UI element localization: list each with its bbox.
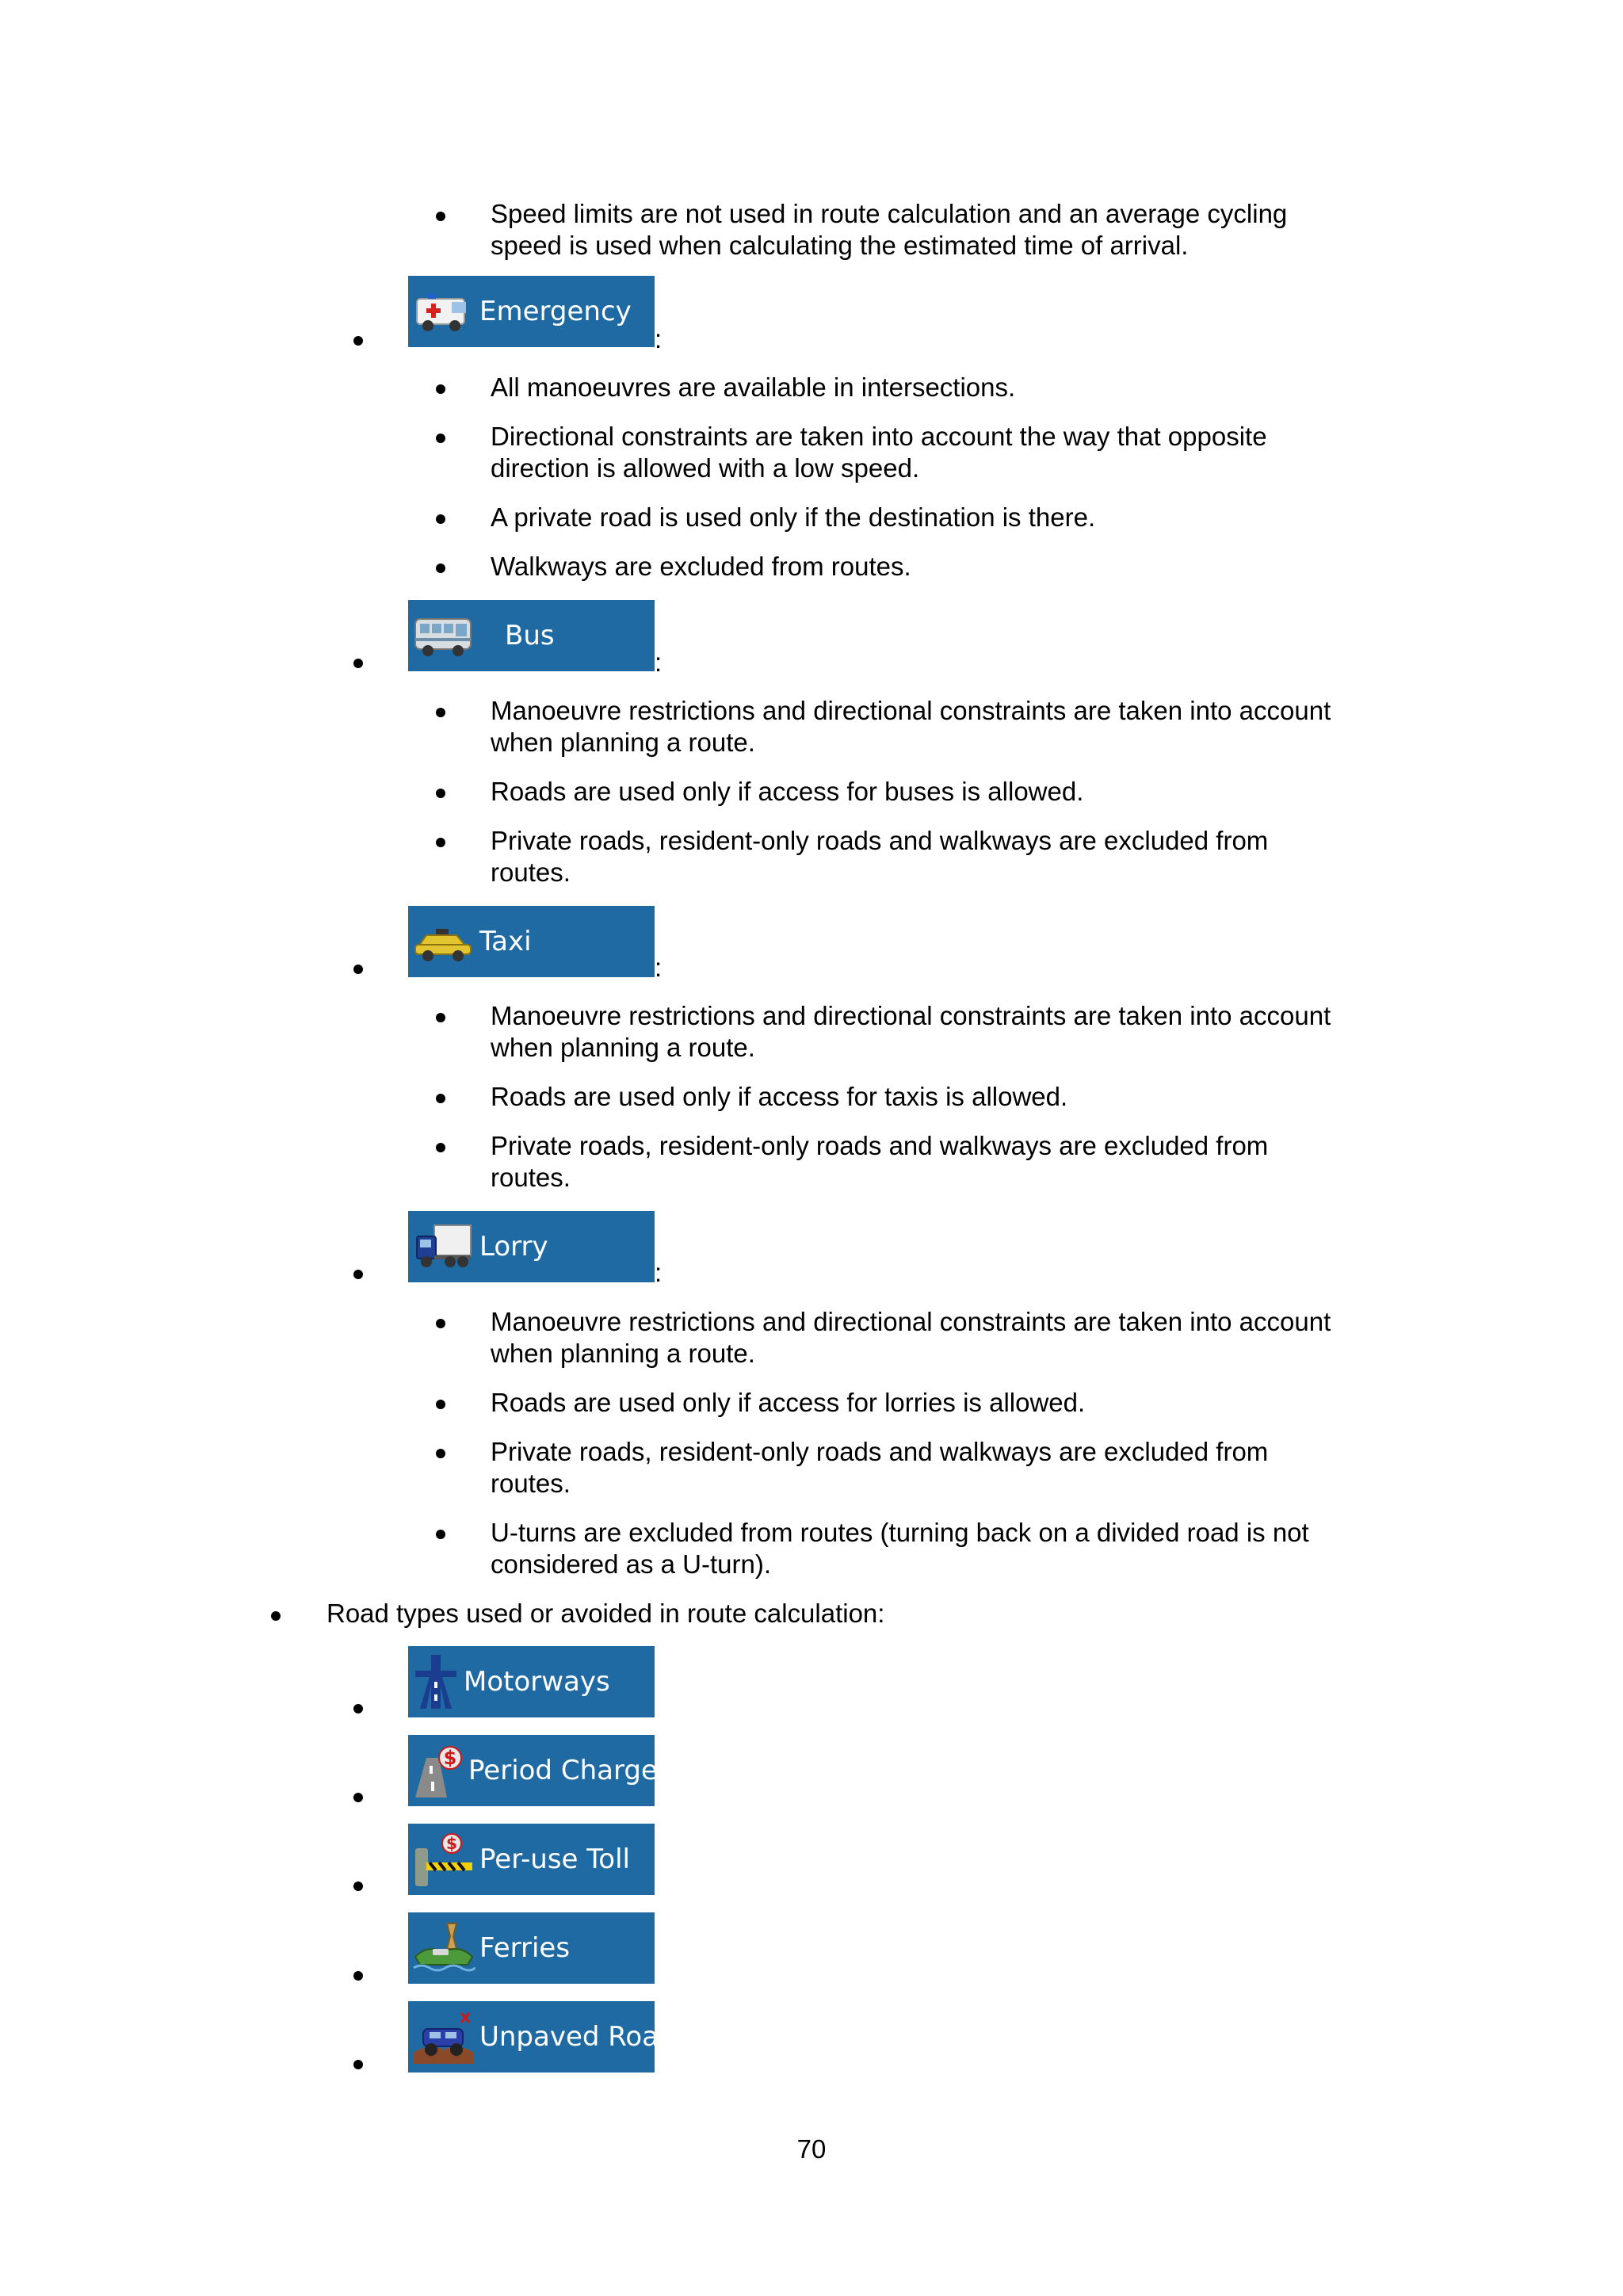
bullet (353, 1793, 363, 1802)
bullet (436, 708, 445, 717)
svg-text:$: $ (446, 1834, 457, 1853)
bullet (436, 789, 445, 798)
taxi-item-3-cont: routes. (491, 1163, 571, 1192)
bus-item-1: Manoeuvre restrictions and directional constraints are taken into account (491, 696, 1331, 725)
unpaved-roads-label: Unpaved Roads (479, 2021, 690, 2053)
bullet (436, 1449, 445, 1458)
period-charge-button[interactable] (408, 1735, 658, 1806)
page-number: 70 (796, 2134, 827, 2164)
emergency-item-2: Directional constraints are taken into account the way that opposite (491, 422, 1267, 451)
bullet (353, 1971, 363, 1981)
bus-icon (408, 600, 479, 671)
lorry-icon (408, 1211, 479, 1282)
lorry-item-1-cont: when planning a route. (491, 1339, 755, 1368)
lorry-item-3-cont: routes. (491, 1469, 571, 1498)
bullet (353, 2060, 363, 2069)
bullet (271, 1611, 281, 1621)
intro-line-2: speed is used when calculating the estimated time of arrival. (491, 231, 1189, 260)
period-charge-icon (408, 1735, 468, 1806)
lorry-item-3: Private roads, resident-only roads and walkways are excluded from (491, 1437, 1269, 1466)
bullet (436, 1400, 445, 1409)
bullet (436, 1094, 445, 1103)
emergency-item-3: A private road is used only if the destination is there. (491, 502, 1096, 532)
taxi-label: Taxi (479, 926, 532, 957)
bullet (436, 434, 445, 443)
emergency-item-1: All manoeuvres are available in intersections. (491, 372, 1016, 402)
ferries-button[interactable] (408, 1912, 655, 1984)
ferries-label: Ferries (479, 1932, 571, 1964)
bullet (353, 1704, 363, 1713)
bus-item-1-cont: when planning a route. (491, 728, 755, 757)
per-use-toll-label: Per-use Toll (479, 1843, 630, 1875)
taxi-item-1-cont: when planning a route. (491, 1033, 755, 1062)
colon: : (655, 1258, 663, 1287)
bullet (353, 1881, 363, 1891)
toll-barrier-icon (408, 1824, 479, 1895)
taxi-button[interactable] (408, 906, 655, 977)
bullet (436, 212, 445, 221)
bus-item-3-cont: routes. (491, 858, 571, 887)
per-use-toll-button[interactable] (408, 1824, 655, 1895)
emergency-label: Emergency (479, 296, 632, 327)
motorway-icon (408, 1646, 464, 1717)
lorry-item-1: Manoeuvre restrictions and directional constraints are taken into account (491, 1307, 1331, 1336)
road-types-heading: Road types used or avoided in route calculation: (327, 1599, 885, 1628)
bullet (436, 384, 445, 394)
svg-text:$: $ (443, 1747, 457, 1769)
lorry-button[interactable] (408, 1211, 655, 1282)
motorways-button[interactable] (408, 1646, 655, 1717)
colon: : (655, 648, 663, 677)
bullet (353, 336, 363, 346)
bus-label: Bus (505, 620, 555, 651)
bullet (436, 1530, 445, 1539)
intro-line-1: Speed limits are not used in route calculation and an average cycling (491, 199, 1288, 228)
bullet (436, 1013, 445, 1022)
lorry-label: Lorry (479, 1231, 548, 1263)
bullet (436, 1319, 445, 1328)
bullet (353, 965, 363, 974)
bullet (436, 514, 445, 524)
lorry-item-2: Roads are used only if access for lorries is allowed. (491, 1388, 1086, 1417)
lorry-item-4-cont: considered as a U-turn). (491, 1549, 771, 1579)
lorry-item-4: U-turns are excluded from routes (turning back on a divided road is not (491, 1518, 1309, 1547)
bullet (436, 838, 445, 847)
taxi-item-2: Roads are used only if access for taxis is allowed. (491, 1082, 1068, 1111)
emergency-item-4: Walkways are excluded from routes. (491, 552, 911, 581)
bullet (436, 1143, 445, 1152)
ferry-icon (408, 1912, 479, 1984)
taxi-item-1: Manoeuvre restrictions and directional constraints are taken into account (491, 1001, 1331, 1030)
bus-item-2: Roads are used only if access for buses is allowed. (491, 777, 1084, 806)
unpaved-roads-button[interactable] (408, 2001, 690, 2073)
bus-item-3: Private roads, resident-only roads and walkways are excluded from (491, 826, 1269, 855)
period-charge-label: Period Charge (468, 1755, 658, 1786)
motorways-label: Motorways (464, 1666, 610, 1698)
bullet (436, 563, 445, 573)
bullet (353, 659, 363, 668)
colon: : (655, 324, 663, 353)
bullet (353, 1270, 363, 1279)
emergency-button[interactable] (408, 276, 655, 347)
taxi-item-3: Private roads, resident-only roads and walkways are excluded from (491, 1131, 1269, 1160)
taxi-icon (408, 906, 479, 977)
bus-button[interactable] (408, 600, 655, 671)
unpaved-road-icon (408, 2001, 479, 2073)
colon: : (655, 953, 663, 982)
ambulance-icon (408, 276, 479, 347)
emergency-item-2-cont: direction is allowed with a low speed. (491, 453, 920, 483)
